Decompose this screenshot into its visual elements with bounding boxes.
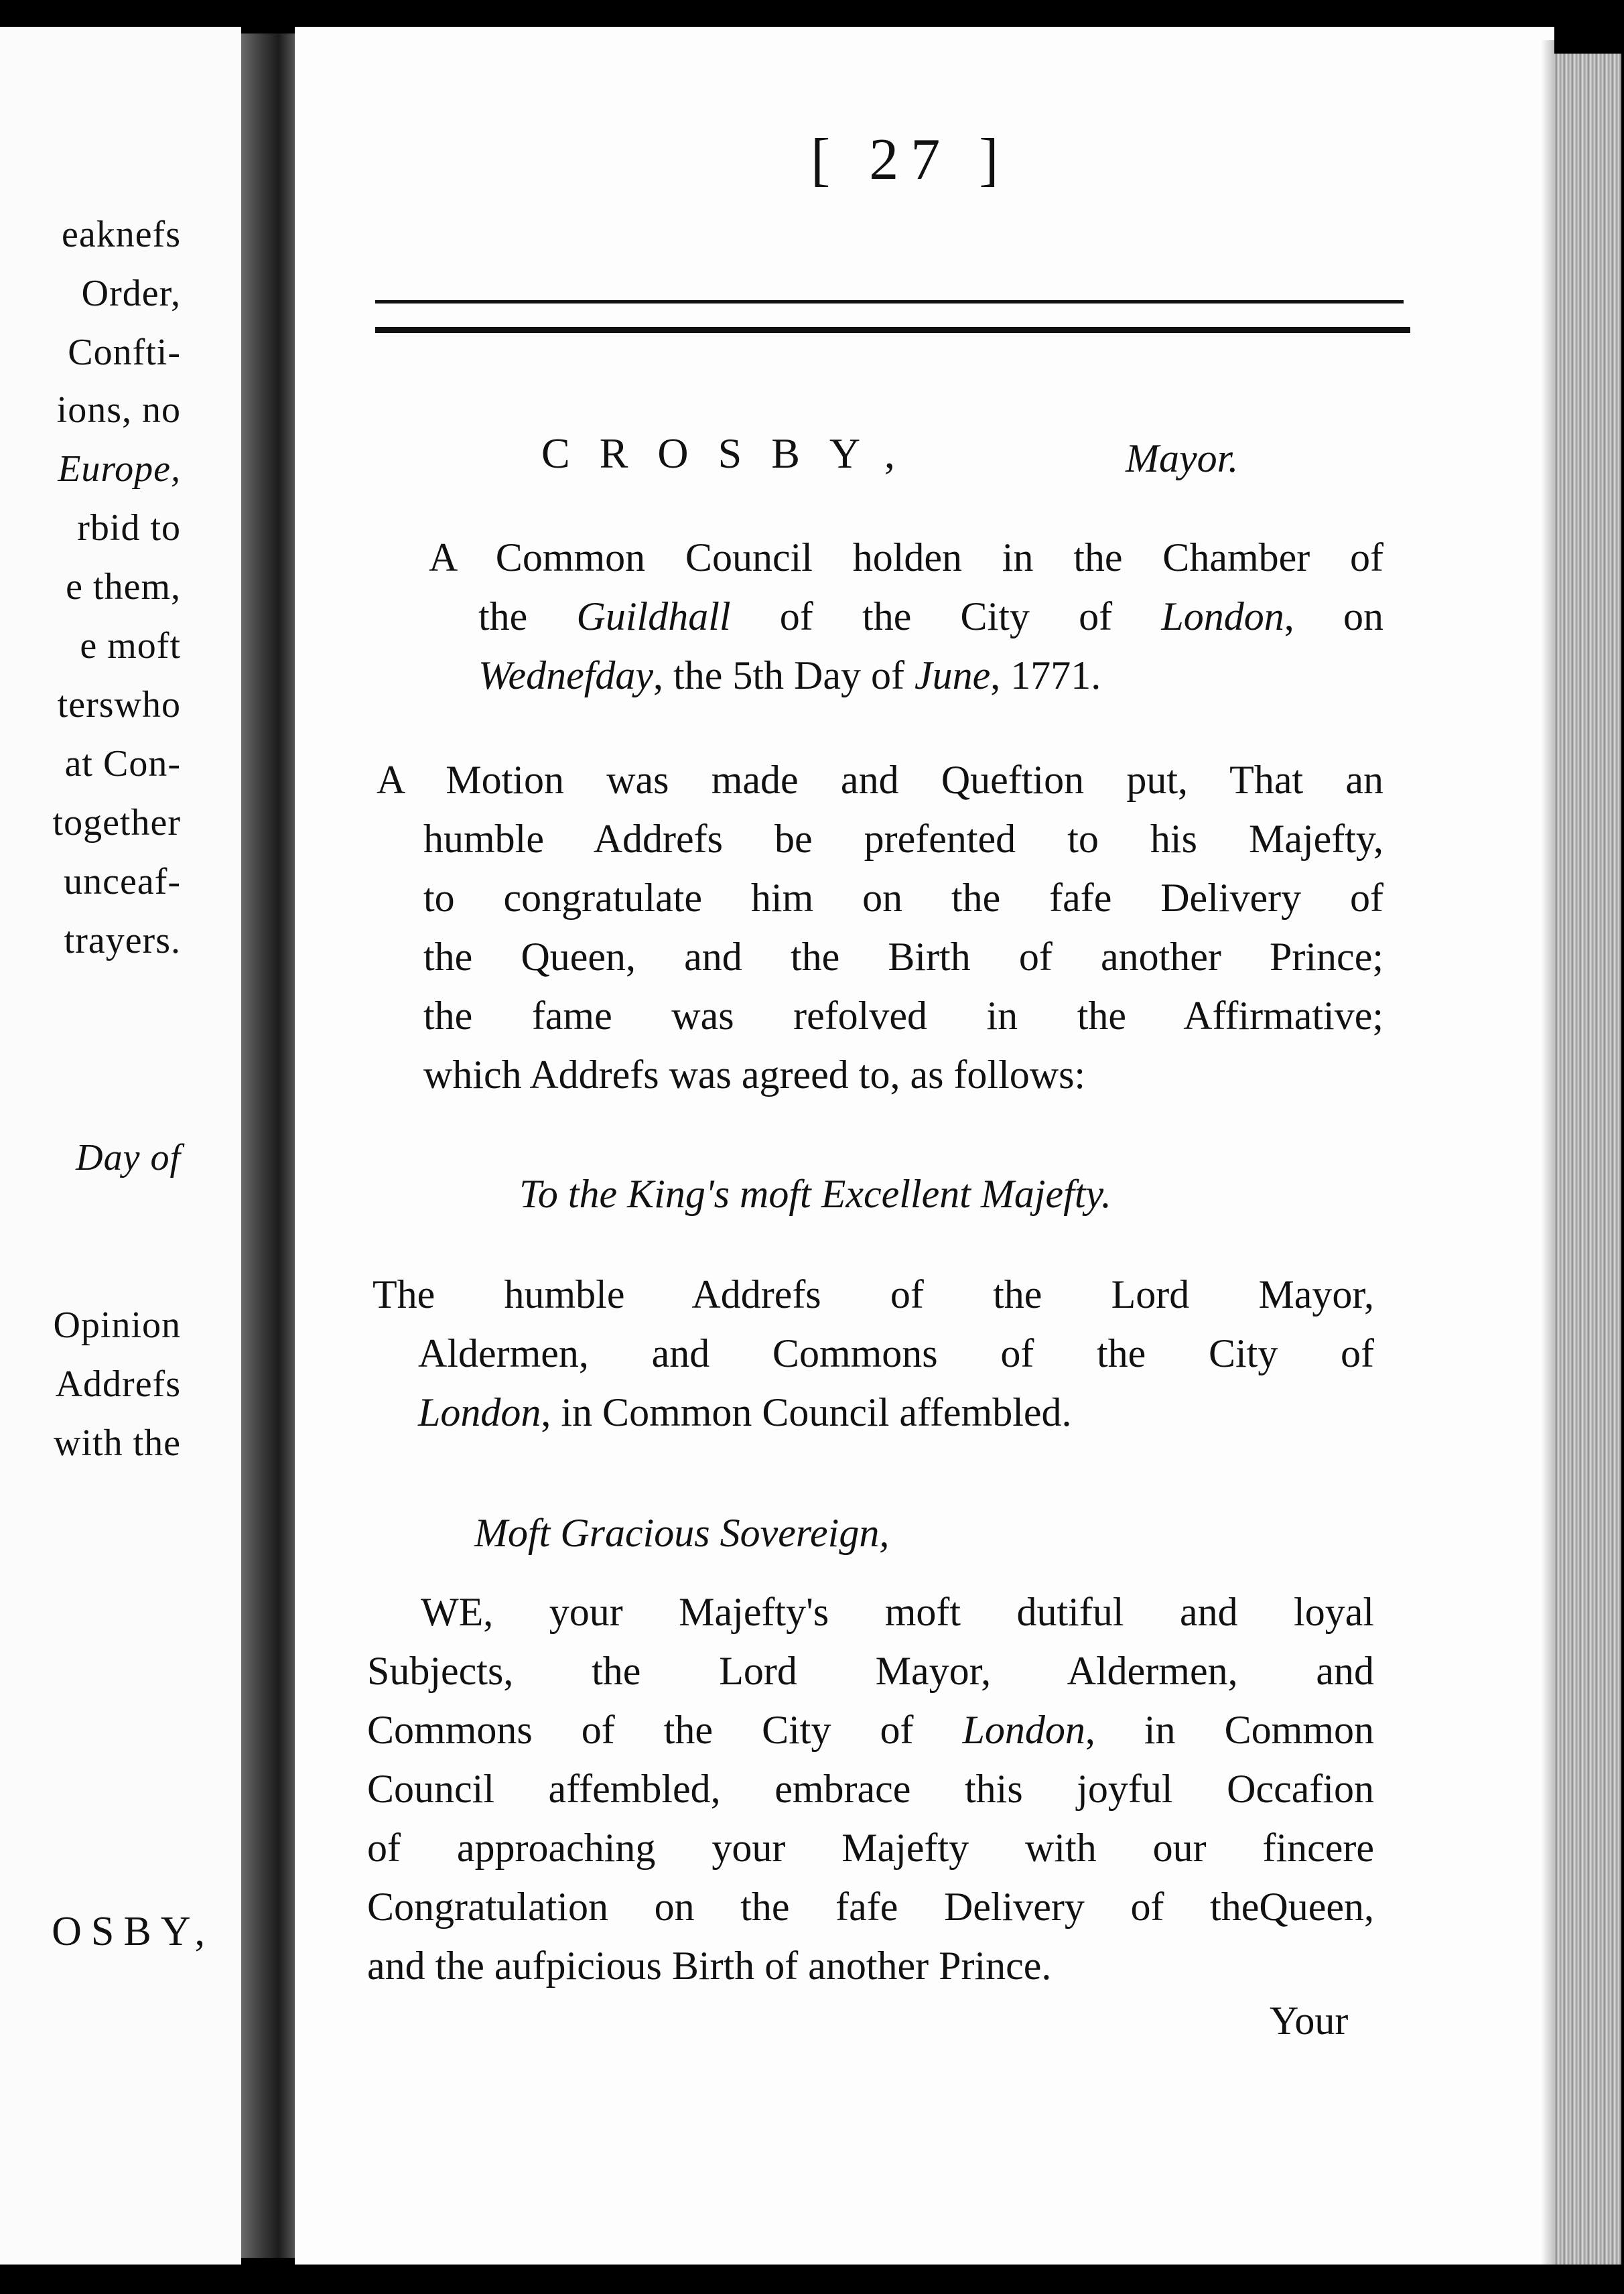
motion-line: the fame was refolved in the Affirmative; — [423, 994, 1383, 1038]
previous-page-line: trayers. — [64, 920, 181, 961]
council-notice — [429, 528, 1383, 705]
salutation: Moft Gracious Sovereign, — [474, 1511, 890, 1555]
address-body-line: WE, your Majefty's moft dutiful and loyal — [421, 1590, 1374, 1634]
catchword: Your — [1270, 1999, 1349, 2043]
header-rule-thick — [375, 327, 1410, 333]
council-notice-line: the Guildhall of the City of London, on — [478, 594, 1384, 638]
address-body-line: and the aufpicious Birth of another Prince. — [367, 1944, 1052, 1988]
previous-page-line: Confti- — [68, 332, 181, 373]
address-from-line: London, in Common Council affembled. — [418, 1390, 1072, 1434]
address-body-line: Subjects, the Lord Mayor, Aldermen, and — [367, 1649, 1374, 1693]
previous-page-line: together — [52, 802, 181, 844]
previous-page-line: unceaf- — [64, 861, 181, 902]
address-body-line: Congratulation on the fafe Delivery of theQueen, — [367, 1885, 1374, 1929]
address-body-line: Commons of the City of London, in Common — [367, 1708, 1374, 1752]
previous-page-line: rbid to — [77, 507, 181, 549]
previous-page-line: at Con- — [64, 743, 181, 785]
page-number: [ 27 ] — [811, 127, 1011, 192]
motion-line: the Queen, and the Birth of another Prince; — [423, 935, 1383, 979]
council-notice-line: Wednefday, the 5th Day of June, 1771. — [478, 653, 1101, 697]
header-rule-thin — [375, 300, 1404, 303]
page-fore-edge — [1554, 54, 1621, 2265]
motion-paragraph — [377, 750, 1383, 1104]
previous-page-line: Day of — [76, 1137, 181, 1178]
motion-line: humble Addrefs be prefented to his Majefty, — [423, 817, 1383, 861]
previous-page-line: e them, — [66, 566, 181, 608]
motion-line: A Motion was made and Queftion put, That an — [377, 758, 1383, 802]
previous-page — [0, 27, 241, 2265]
previous-page-crosby: OSBY, — [52, 1909, 214, 1954]
previous-page-line: Europe, — [58, 448, 181, 490]
address-body-line: Council affembled, embrace this joyful Occafion — [367, 1767, 1374, 1811]
mayor-title: Mayor. — [1126, 436, 1239, 480]
motion-line: to congratulate him on the fafe Delivery of — [423, 876, 1383, 920]
address-body-line: of approaching your Majefty with our fincere — [367, 1826, 1374, 1870]
address-from — [373, 1265, 1374, 1442]
address-body — [367, 1582, 1374, 1995]
previous-page-line: eaknefs — [61, 214, 181, 255]
mayor-name: CROSBY, — [541, 429, 925, 477]
motion-line: which Addrefs was agreed to, as follows: — [423, 1053, 1086, 1097]
book-gutter — [241, 33, 295, 2258]
previous-page-line: with the — [54, 1422, 181, 1464]
address-from-line: Aldermen, and Commons of the City of — [418, 1331, 1374, 1375]
previous-page-line: ions, no — [56, 389, 181, 431]
council-notice-line: A Common Council holden in the Chamber of — [429, 535, 1383, 580]
address-from-line: The humble Addrefs of the Lord Mayor, — [373, 1272, 1374, 1317]
previous-page-line: terswho — [57, 684, 181, 726]
previous-page-line: Order, — [81, 273, 181, 314]
previous-page-line: Opinion — [53, 1304, 181, 1346]
previous-page-line: Addrefs — [55, 1363, 181, 1405]
address-recipient: To the King's moft Excellent Majefty. — [519, 1172, 1111, 1216]
previous-page-line: e moft — [80, 625, 181, 667]
